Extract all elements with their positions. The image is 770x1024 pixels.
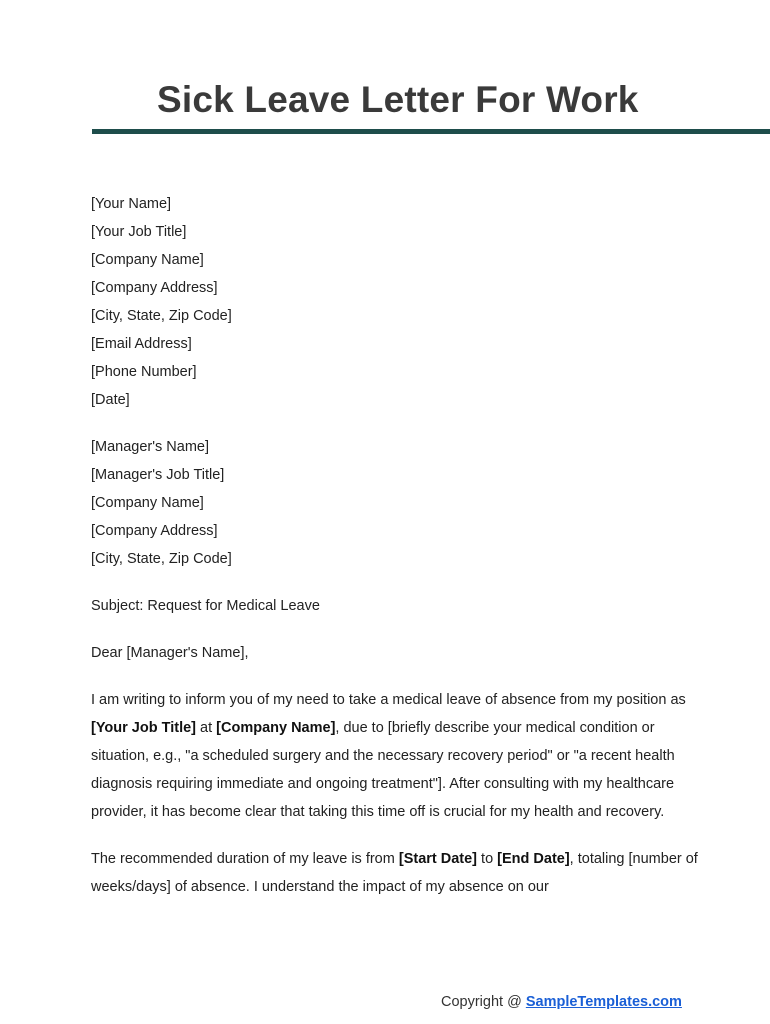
sender-phone: [Phone Number] <box>91 364 197 380</box>
sender-company-name: [Company Name] <box>91 252 204 268</box>
end-date-placeholder: [End Date] <box>497 851 570 867</box>
title-underline-rule <box>92 129 770 134</box>
body-paragraph-1 <box>91 686 701 826</box>
paragraph-1-text-a: I am writing to inform you of my need to take a medical leave of absence from my position as <box>91 692 686 708</box>
manager-name: [Manager's Name] <box>91 439 210 455</box>
subject-line: Subject: Request for Medical Leave <box>91 598 320 614</box>
page-title: Sick Leave Letter For Work <box>157 79 639 120</box>
sampletemplates-link[interactable]: SampleTemplates.com <box>525 994 682 1010</box>
paragraph-2-text-a: The recommended duration of my leave is from <box>91 851 399 867</box>
recipient-city-state-zip: [City, State, Zip Code] <box>91 551 232 567</box>
paragraph-2-text-b: to <box>477 851 498 867</box>
sender-name: [Your Name] <box>91 196 172 212</box>
recipient-address-block <box>91 433 701 573</box>
copyright-footer <box>441 991 682 1013</box>
job-title-placeholder: [Your Job Title] <box>91 720 196 736</box>
sender-email: [Email Address] <box>91 336 192 352</box>
paragraph-1-text-b: at <box>196 720 217 736</box>
start-date-placeholder: [Start Date] <box>398 851 478 867</box>
letter-date: [Date] <box>91 392 130 408</box>
letter-body <box>91 190 701 920</box>
recipient-company-address: [Company Address] <box>91 523 218 539</box>
recipient-company-name: [Company Name] <box>91 495 204 511</box>
body-paragraph-2 <box>91 845 701 901</box>
paragraph-1-text-c: , due to [briefly describe your medical condition or situation, e.g., "a scheduled surgery and the necessary recovery period" or "a recent health diagnosis requiring immediate and ongoing treatment"]. After consulting with my healthcare provider, it has become clear that taking this time off is crucial for my health and recovery. <box>91 720 675 820</box>
sender-city-state-zip: [City, State, Zip Code] <box>91 308 232 324</box>
manager-job-title: [Manager's Job Title] <box>91 467 225 483</box>
sender-address-block <box>91 190 701 414</box>
salutation: Dear [Manager's Name], <box>91 645 249 661</box>
sender-company-address: [Company Address] <box>91 280 218 296</box>
company-name-placeholder: [Company Name] <box>216 720 336 736</box>
copyright-prefix: Copyright @ <box>441 994 526 1010</box>
paragraph-2-text-c: , totaling [number of weeks/days] of absence. I understand the impact of my absence on our <box>91 851 698 895</box>
sender-job-title: [Your Job Title] <box>91 224 187 240</box>
